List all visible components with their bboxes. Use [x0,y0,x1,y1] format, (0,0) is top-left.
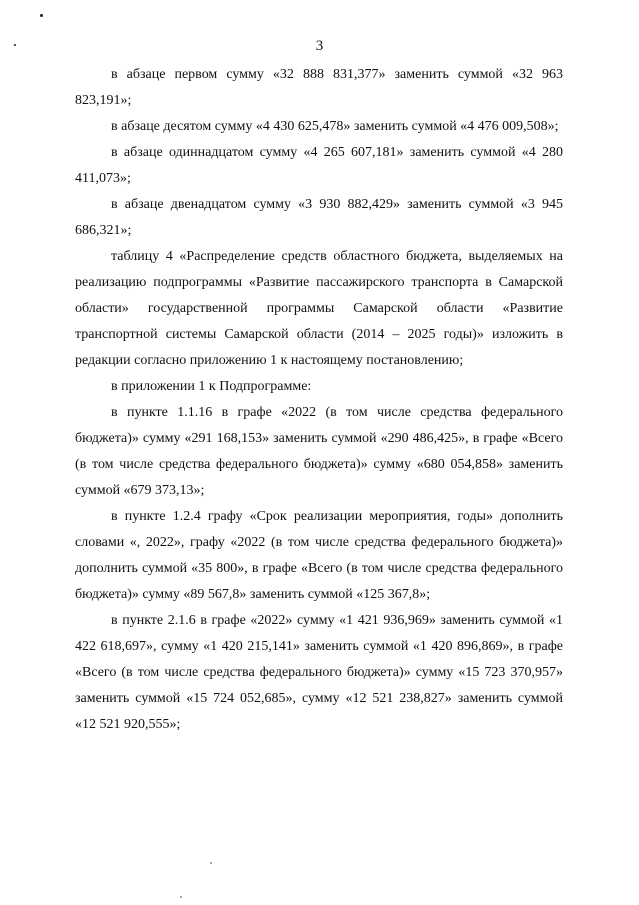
scan-speck [40,14,43,17]
paragraph-item-1-2-4: в пункте 1.2.4 графу «Срок реализации мероприятия, годы» дополнить словами «, 2022», графу «2022 (в том числе средства федерального бюджета)» дополнить суммой «35 800», в графе «Всего (в том числе средства федерального бюджета)» сумму «89 567,8» заменить суммой «125 367,8»; [75,509,563,602]
paragraph-table-4: таблицу 4 «Распределение средств областного бюджета, выделяемых на реализацию подпрограммы «Развитие пассажирского транспорта в Самарской области» государственной программы Самарской области «Развитие транспортной системы Самарской области (2014 – 2025 годы)» изложить в редакции согласно приложению 1 к настоящему постановлению; [75,249,563,368]
document-body [75,62,563,738]
scan-speck [180,896,182,898]
paragraph-tenth-abzac: в абзаце десятом сумму «4 430 625,478» заменить суммой «4 476 009,508»; [111,119,559,134]
paragraph-item-1-1-16: в пункте 1.1.16 в графе «2022 (в том числе средства федерального бюджета)» сумму «291 168,153» заменить суммой «290 486,425», в графе «Всего (в том числе средства федерального бюджета)» сумму «680 054,858» заменить суммой «679 373,13»; [75,405,563,498]
paragraph-appendix-1: в приложении 1 к Подпрограмме: [111,379,312,394]
paragraph-eleventh-abzac: в абзаце одиннадцатом сумму «4 265 607,181» заменить суммой «4 280 411,073»; [75,145,563,186]
scan-speck [210,862,212,864]
page-number: 3 [315,38,324,54]
paragraph-item-2-1-6: в пункте 2.1.6 в графе «2022» сумму «1 421 936,969» заменить суммой «1 422 618,697», сумму «1 420 215,141» заменить суммой «1 420 896,869», в графе «Всего (в том числе средства федерального бюджета)» сумму «15 723 370,957» заменить суммой «15 724 052,685», сумму «12 521 238,827» заменить суммой «12 521 920,555»; [75,613,563,732]
paragraph-twelfth-abzac: в абзаце двенадцатом сумму «3 930 882,429» заменить суммой «3 945 686,321»; [75,197,563,238]
paragraph-first-abzac: в абзаце первом сумму «32 888 831,377» заменить суммой «32 963 823,191»; [75,67,563,108]
